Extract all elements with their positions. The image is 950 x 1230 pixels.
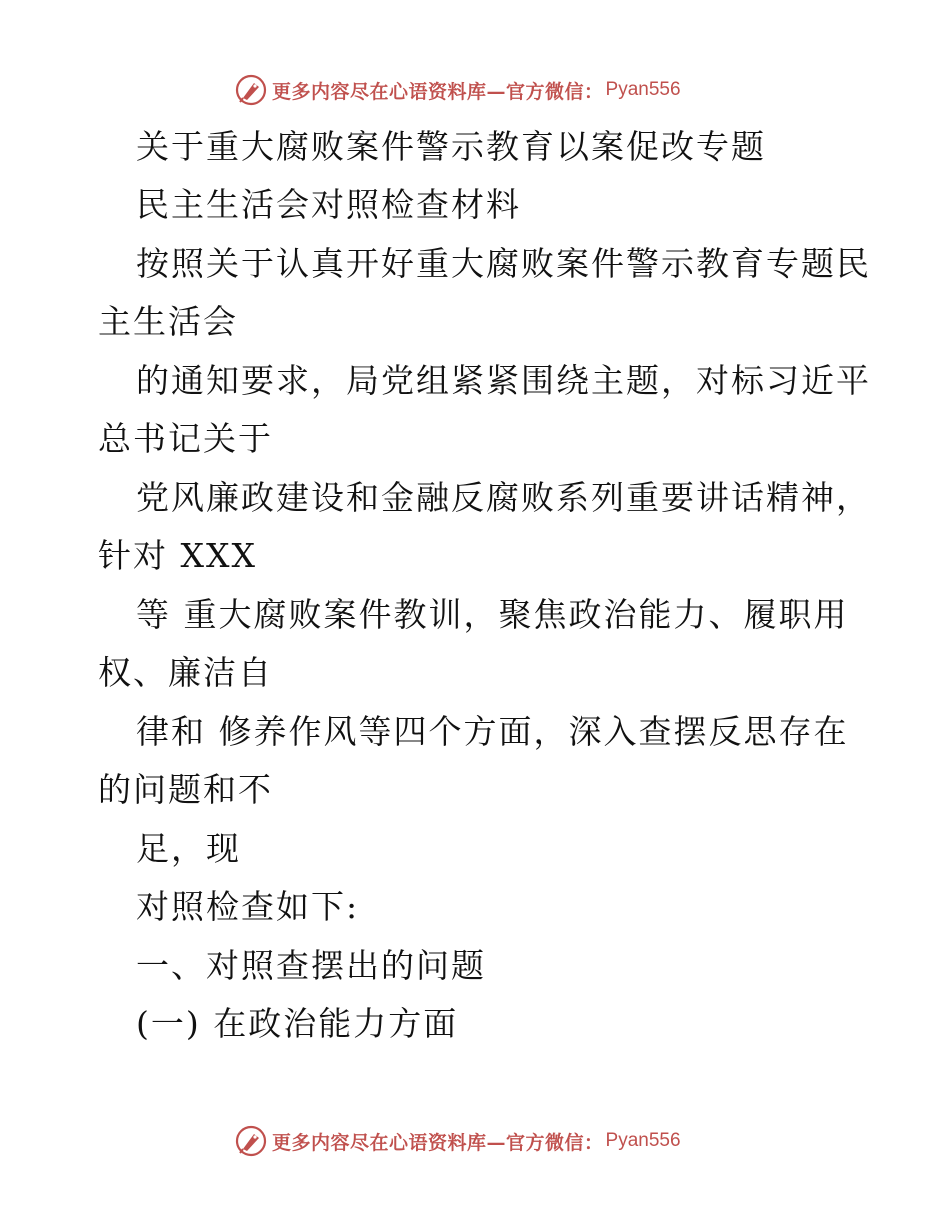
subsection-heading: (一) 在政治能力方面 [136, 1004, 459, 1043]
paragraph-line: 主生活会 [98, 302, 238, 341]
watermark-wechat-id: Pyan556 [605, 1130, 681, 1151]
header-watermark [234, 73, 681, 107]
paragraph-line: 针对 XXX [98, 536, 257, 575]
paragraph-line: 按照关于认真开好重大腐败案件警示教育专题民 [136, 244, 871, 283]
paragraph-line: 权、廉洁自 [98, 653, 273, 692]
pen-nib-logo-icon [234, 73, 268, 107]
document-title-line-1: 关于重大腐败案件警示教育以案促改专题 [136, 127, 766, 166]
paragraph-line: 等 重大腐败案件教训，聚焦政治能力、履职用 [136, 595, 849, 634]
paragraph-line: 对照检查如下: [136, 887, 360, 926]
paragraph-line: 律和 修养作风等四个方面，深入查摆反思存在 [136, 712, 849, 751]
paragraph-line: 的问题和不 [98, 770, 273, 809]
watermark-text: 更多内容尽在心语资料库—官方微信： [272, 1131, 604, 1154]
watermark-text: 更多内容尽在心语资料库—官方微信： [272, 80, 604, 103]
paragraph-line: 足，现 [136, 829, 241, 868]
paragraph-line: 总书记关于 [98, 419, 273, 458]
watermark-wechat-id: Pyan556 [605, 79, 681, 100]
paragraph-line: 党风廉政建设和金融反腐败系列重要讲话精神， [136, 478, 871, 517]
paragraph-line: 的通知要求，局党组紧紧围绕主题，对标习近平 [136, 361, 871, 400]
section-heading: 一、对照查摆出的问题 [136, 946, 486, 985]
footer-watermark [234, 1124, 681, 1158]
document-title-line-2: 民主生活会对照检查材料 [136, 185, 521, 224]
pen-nib-logo-icon [234, 1124, 268, 1158]
